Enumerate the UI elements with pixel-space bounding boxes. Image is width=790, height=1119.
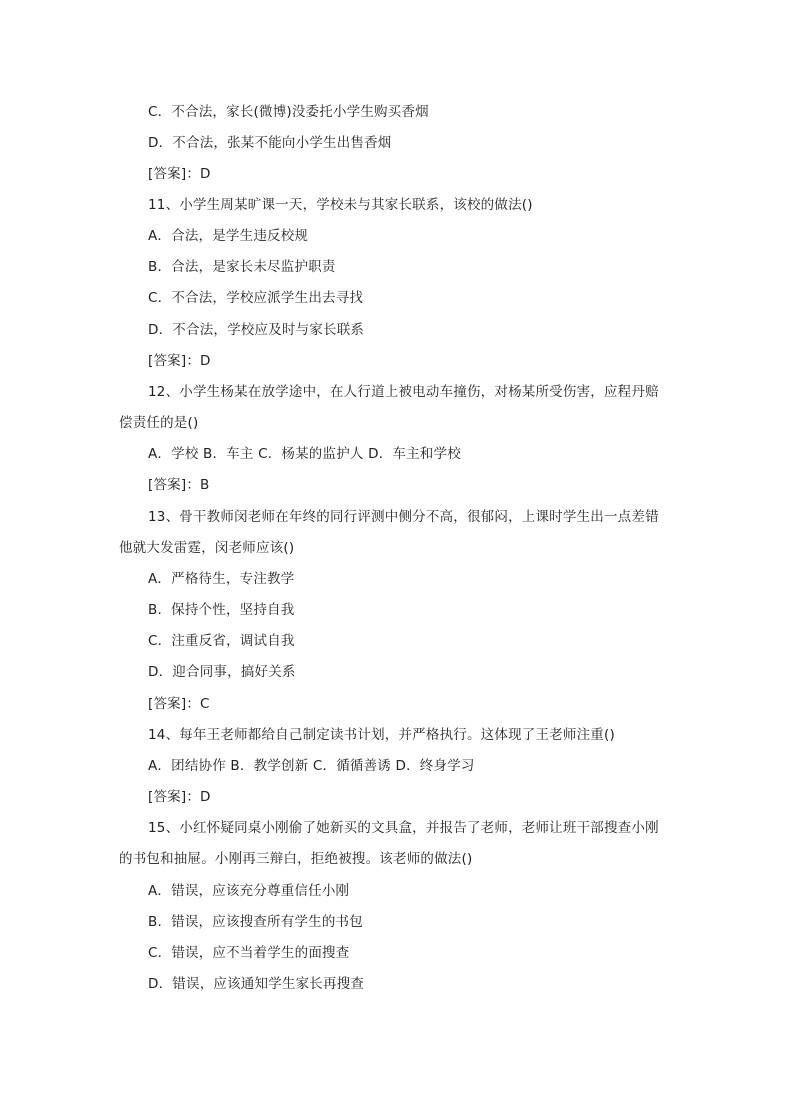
option-a-q13: A．严格待生，专注教学 xyxy=(148,571,295,587)
option-d-q10: D．不合法，张某不能向小学生出售香烟 xyxy=(148,135,392,151)
options-q14: A．团结协作 B．教学创新 C．循循善诱 D．终身学习 xyxy=(148,758,475,774)
option-c-q13: C．注重反省，调试自我 xyxy=(148,633,295,649)
option-c-q15: C．错误，应不当着学生的面搜查 xyxy=(148,945,350,961)
answer-q13: [答案]：C xyxy=(148,696,210,712)
option-d-q13: D．迎合同事，搞好关系 xyxy=(148,664,296,680)
option-c-q11: C．不合法，学校应派学生出去寻找 xyxy=(148,290,364,306)
answer-q11: [答案]：D xyxy=(148,353,211,369)
question-13: 13、骨干教师闵老师在年终的同行评测中侧分不高，很郁闷，上课时学生出一点差错 xyxy=(148,509,659,525)
option-a-q11: A．合法，是学生违反校规 xyxy=(148,228,309,244)
answer-q12: [答案]：B xyxy=(148,477,210,493)
question-14: 14、每年王老师都给自己制定读书计划，并严格执行。这体现了王老师注重() xyxy=(148,727,615,743)
option-a-q15: A．错误，应该充分尊重信任小刚 xyxy=(148,883,350,899)
option-b-q13: B．保持个性，坚持自我 xyxy=(148,602,295,618)
question-12-cont: 偿责任的是() xyxy=(119,415,199,431)
option-d-q11: D．不合法，学校应及时与家长联系 xyxy=(148,322,365,338)
option-b-q15: B．错误，应该搜查所有学生的书包 xyxy=(148,914,363,930)
answer-q10: [答案]：D xyxy=(148,166,211,182)
question-13-cont: 他就大发雷霆，闵老师应该() xyxy=(119,540,295,556)
question-11: 11、小学生周某旷课一天，学校未与其家长联系，该校的做法() xyxy=(148,197,533,213)
option-d-q15: D．错误，应该通知学生家长再搜查 xyxy=(148,976,365,992)
option-c-q10: C．不合法，家长(微博)没委托小学生购买香烟 xyxy=(148,104,429,120)
question-15-cont: 的书包和抽屉。小刚再三辩白，拒绝被搜。该老师的做法() xyxy=(119,851,473,867)
question-15: 15、小红怀疑同桌小刚偷了她新买的文具盒，并报告了老师，老师让班干部搜查小刚 xyxy=(148,820,659,836)
options-q12: A．学校 B．车主 C．杨某的监护人 D．车主和学校 xyxy=(148,446,461,462)
answer-q14: [答案]：D xyxy=(148,789,211,805)
question-12: 12、小学生杨某在放学途中，在人行道上被电动车撞伤，对杨某所受伤害，应程丹赔 xyxy=(148,384,659,400)
option-b-q11: B．合法，是家长未尽监护职责 xyxy=(148,259,336,275)
